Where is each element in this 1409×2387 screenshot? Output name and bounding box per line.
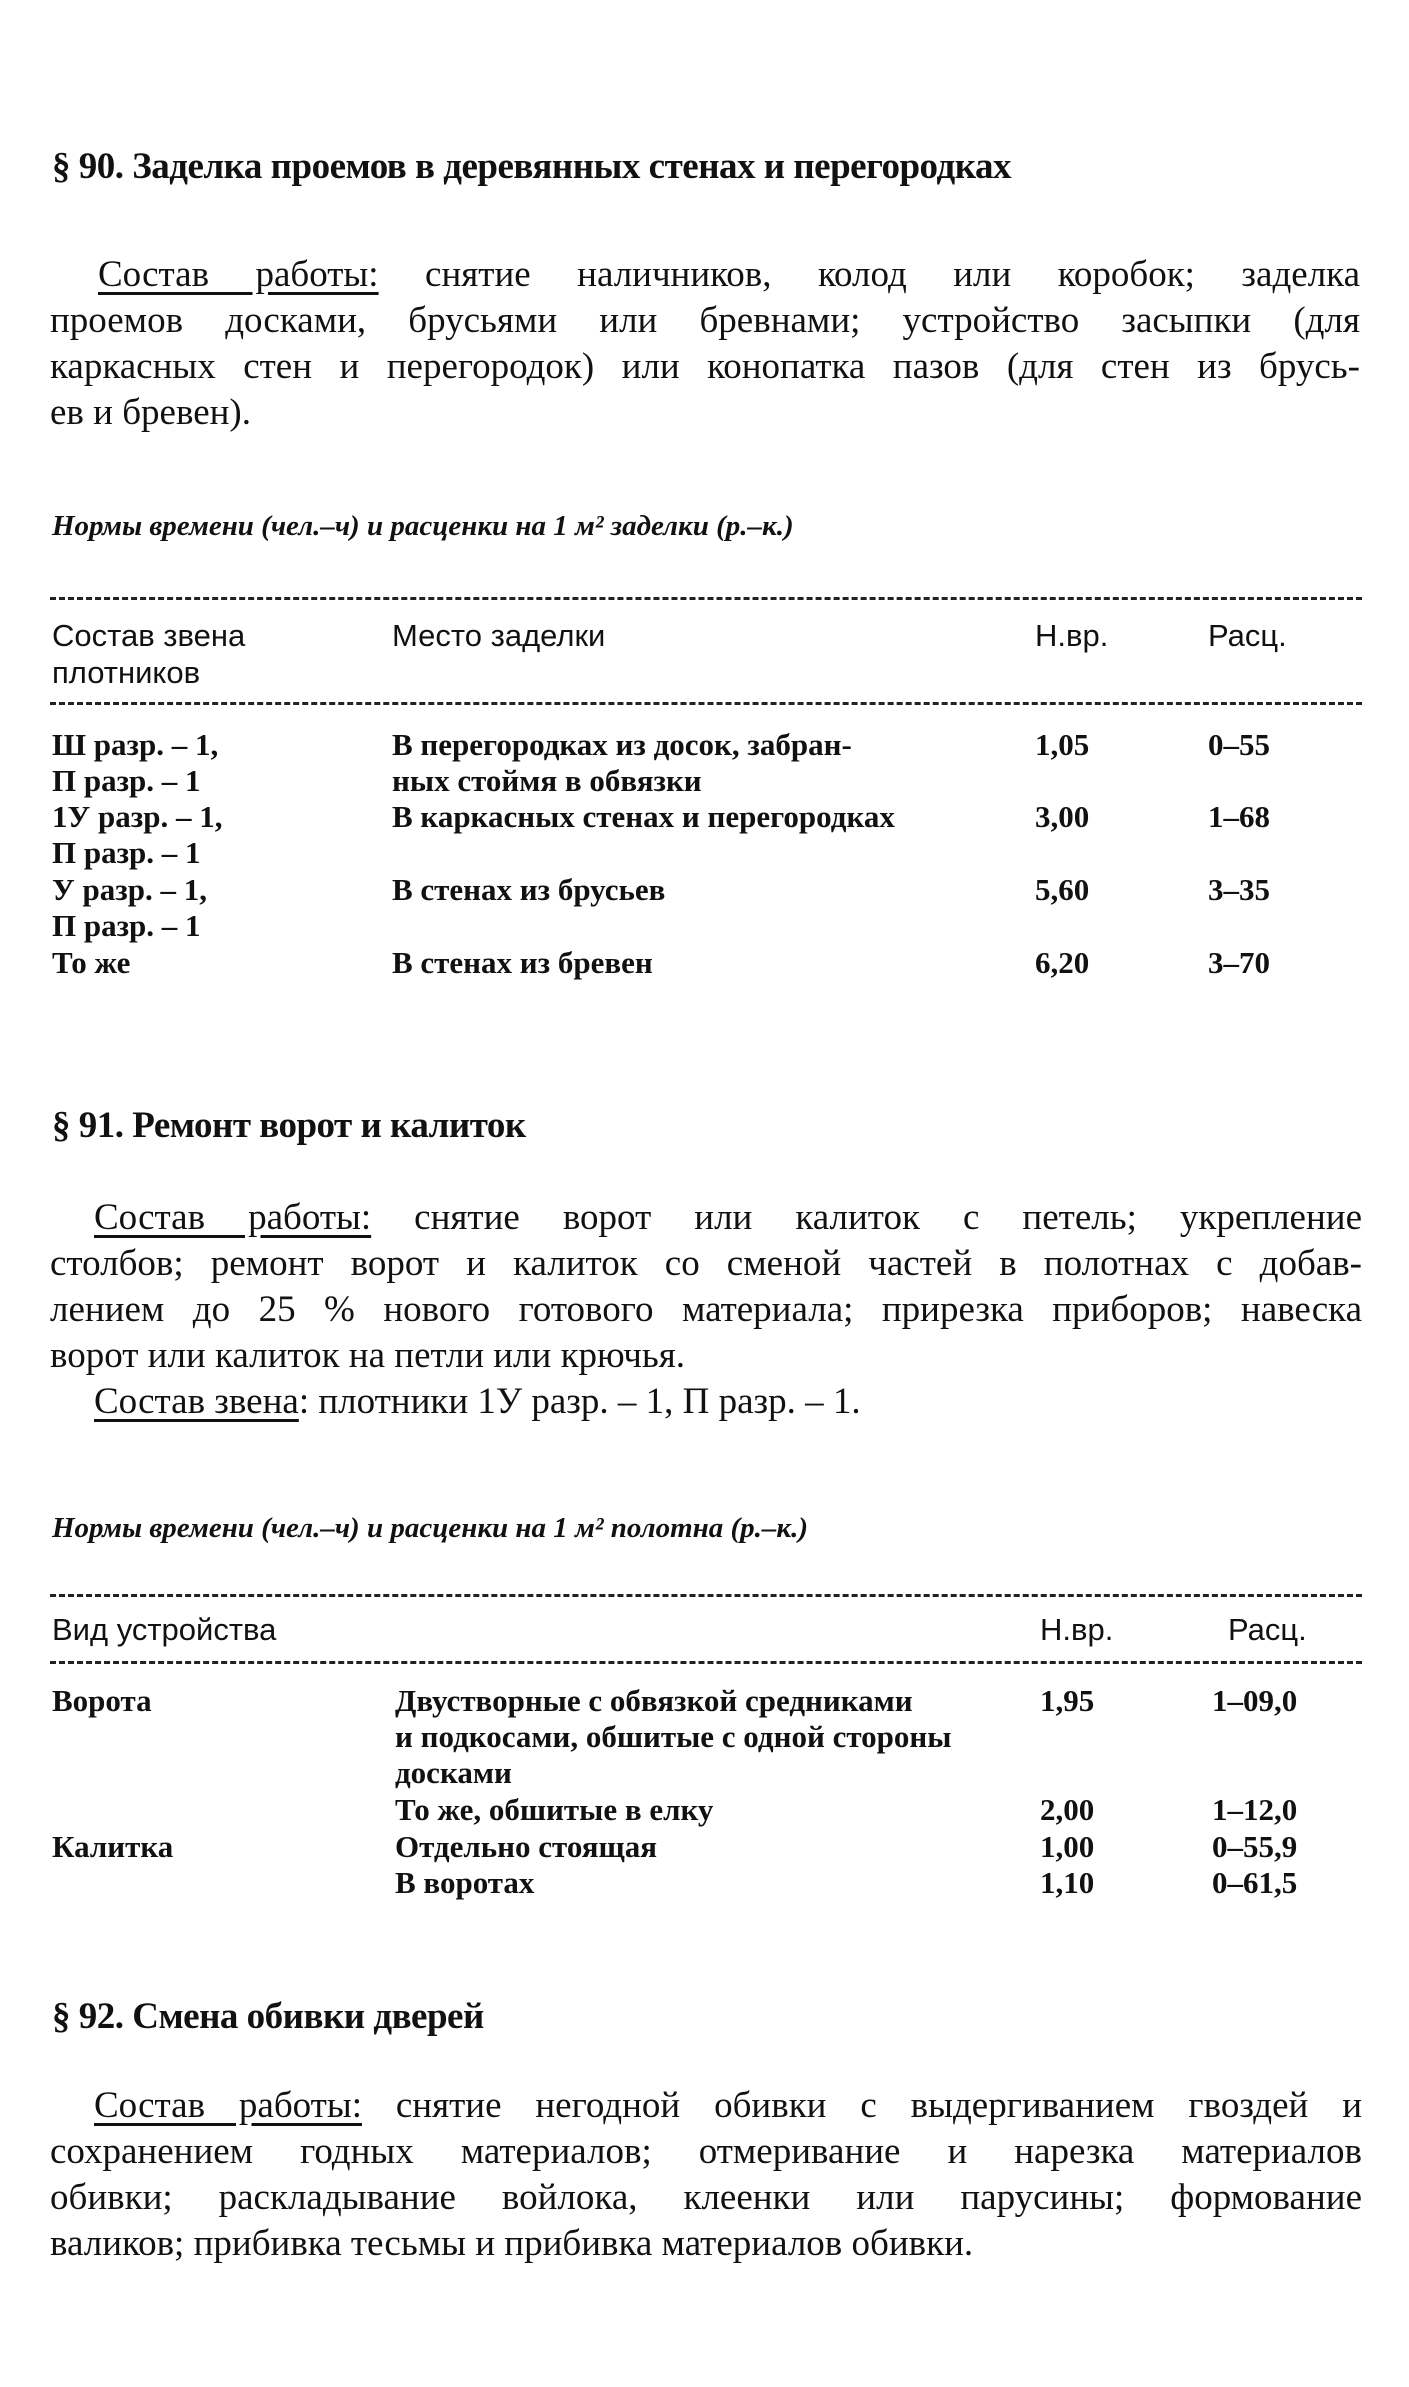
table-cell: 1,10 xyxy=(1040,1865,1095,1900)
table-91-header-rule xyxy=(50,1661,1362,1664)
table-cell: Отдельно стоящая xyxy=(395,1829,657,1864)
table-cell: 5,60 xyxy=(1035,872,1090,907)
table-row: То же xyxy=(52,945,131,980)
table-cell: 0–55 xyxy=(1208,727,1270,762)
section-90-line-1: Состав работы: снятие наличников, колод или коробок; заделка xyxy=(98,254,1361,295)
table-cell: и подкосами, обшитые с одной стороны xyxy=(395,1719,952,1754)
table-row: 1У разр. – 1, xyxy=(52,799,223,834)
table-91-header-norm: Н.вр. xyxy=(1040,1612,1114,1647)
table-row: Калитка xyxy=(52,1829,174,1864)
section-92-body xyxy=(50,2083,1362,2267)
work-composition-label: Состав работы: xyxy=(94,2085,362,2126)
table-cell: 3,00 xyxy=(1035,799,1090,834)
table-cell: П разр. – 1 xyxy=(52,908,201,943)
table-cell: В стенах из бревен xyxy=(392,945,653,980)
work-composition-label: Состав работы: xyxy=(94,1197,372,1238)
table-91-top-rule xyxy=(50,1594,1362,1597)
table-90-header-norm: Н.вр. xyxy=(1035,618,1109,653)
table-cell: В перегородках из досок, забран- xyxy=(392,727,852,762)
table-90-header-place: Место заделки xyxy=(392,618,606,653)
table-cell: 1–12,0 xyxy=(1212,1792,1298,1827)
table-cell: 1,95 xyxy=(1040,1683,1095,1718)
table-cell: П разр. – 1 xyxy=(52,763,201,798)
table-row: То же, обшитые в елку xyxy=(395,1792,714,1827)
section-92-line-4: валиков; прибивка тесьмы и прибивка материалов обивки. xyxy=(50,2223,974,2264)
table-cell: 0–61,5 xyxy=(1212,1865,1298,1900)
section-91-line-1: Состав работы: снятие ворот или калиток с петель; укрепление xyxy=(94,1197,1362,1238)
table-90-top-rule xyxy=(50,597,1362,600)
table-cell: Двустворные с обвязкой средниками xyxy=(395,1683,913,1718)
crew-composition-label: Состав звена xyxy=(94,1381,299,1422)
table-row: Ворота xyxy=(52,1683,152,1718)
section-91-line-4: ворот или калиток на петли или крючья. xyxy=(50,1335,686,1376)
section-90-title: § 90. Заделка проемов в деревянных стенах и перегородках xyxy=(52,146,1011,187)
table-cell: ных стоймя в обвязки xyxy=(392,763,702,798)
section-90-line-3: каркасных стен и перегородок) или конопатка пазов (для стен из брусь- xyxy=(50,346,1360,387)
table-91-header-type: Вид устройства xyxy=(52,1612,277,1647)
table-cell: П разр. – 1 xyxy=(52,835,201,870)
section-90-body xyxy=(50,252,1360,436)
table-90-header-rule xyxy=(50,702,1362,705)
section-90-line-4: ев и бревен). xyxy=(50,392,251,433)
table-cell: 2,00 xyxy=(1040,1792,1095,1827)
table-row: У разр. – 1, xyxy=(52,872,207,907)
section-92-title: § 92. Смена обивки дверей xyxy=(52,1996,484,2037)
section-92-line-1: Состав работы: снятие негодной обивки с выдергиванием гвоздей и xyxy=(94,2085,1362,2126)
table-90-caption: Нормы времени (чел.–ч) и расценки на 1 м² заделки (р.–к.) xyxy=(52,510,794,542)
table-cell: 0–55,9 xyxy=(1212,1829,1298,1864)
table-cell: 3–70 xyxy=(1208,945,1270,980)
table-row: Ш разр. – 1, xyxy=(52,727,219,762)
table-cell: 1–68 xyxy=(1208,799,1270,834)
section-91-title: § 91. Ремонт ворот и калиток xyxy=(52,1105,526,1146)
section-91-line-2: столбов; ремонт ворот и калиток со сменой частей в полотнах с добав- xyxy=(50,1243,1362,1284)
table-cell: 1,00 xyxy=(1040,1829,1095,1864)
section-91-line-3: лением до 25 % нового готового материала; прирезка приборов; навеска xyxy=(50,1289,1362,1330)
section-92-line-2: сохранением годных материалов; отмеривание и нарезка материалов xyxy=(50,2131,1362,2172)
table-90-header-crew: Состав звена xyxy=(52,618,246,653)
table-cell: 6,20 xyxy=(1035,945,1090,980)
work-composition-label: Состав работы: xyxy=(98,254,379,295)
section-90-line-2: проемов досками, брусьями или бревнами; устройство засыпки (для xyxy=(50,300,1360,341)
table-cell: В стенах из брусьев xyxy=(392,872,666,907)
table-90-header-rate: Расц. xyxy=(1208,618,1287,653)
section-92-line-3: обивки; раскладывание войлока, клеенки или парусины; формование xyxy=(50,2177,1362,2218)
table-91-caption: Нормы времени (чел.–ч) и расценки на 1 м² полотна (р.–к.) xyxy=(52,1512,809,1544)
table-cell: 1–09,0 xyxy=(1212,1683,1298,1718)
table-90-header-crew-2: плотников xyxy=(52,655,201,690)
table-cell: В каркасных стенах и перегородках xyxy=(392,799,895,834)
table-cell: 1,05 xyxy=(1035,727,1090,762)
table-cell: досками xyxy=(395,1755,512,1790)
table-cell: 3–35 xyxy=(1208,872,1270,907)
section-91-crew-line: Состав звена: плотники 1У разр. – 1, П разр. – 1. xyxy=(94,1381,861,1422)
section-91-body xyxy=(50,1195,1362,1425)
table-row: В воротах xyxy=(395,1865,535,1900)
table-91-header-rate: Расц. xyxy=(1228,1612,1307,1647)
